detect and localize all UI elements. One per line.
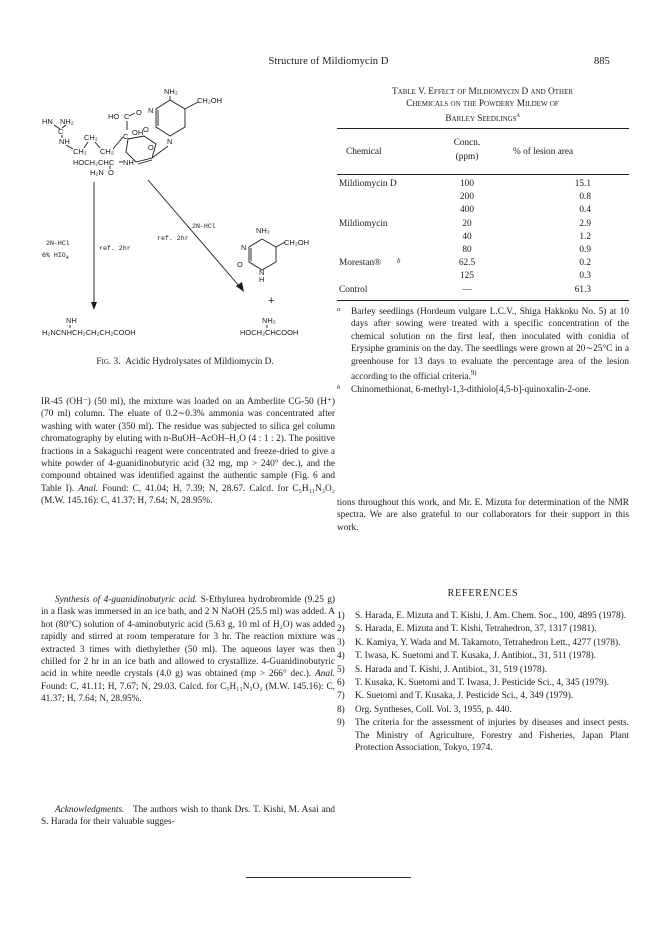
reference-text: S. Harada, E. Mizuta and T. Kishi, J. Am. Chem. Soc., 100, 4895 (1978).	[355, 611, 627, 621]
anal-label: Anal.	[315, 669, 335, 680]
synthesis-text: S-Ethylurea hydrobromide (9.25 g) in a flask was immersed in an ice bath, and 2 N NaOH (25.5 ml) was added. A hot (80°C) solution of 4-aminobutyric acid (5.63 g, 10 ml of H₂O) was added rapidly and stirred at room temperature for 3 hr. The reaction mixture was extracted 3 times with diethylether (50 ml). The aqueous layer was then chilled for 2 hr in an ice bath and allowed to crystallize. 4-Guanidinobutyric acid in white needle crystals (4.0 g) was obtained (mp > 266° dec.).	[41, 595, 336, 680]
note-b-text: Chinomethionat, 6-methyl-1,3-dithiolo[4,5-b]-quinoxalin-2-one.	[351, 385, 591, 396]
ring-n-label: N	[148, 106, 154, 115]
arrow-left-reagent-2: 6% $HIO_4$	[42, 252, 69, 261]
cell-chemical: Morestan®	[339, 258, 382, 269]
cell-lesion-area: 1.2	[579, 231, 591, 242]
running-title: Structure of Mildiomycin D	[268, 56, 389, 67]
table-note-a	[337, 306, 629, 383]
carboxyl-o-label: O	[136, 108, 142, 117]
column-header-lesion: % of lesion area	[513, 147, 574, 157]
arrow-left	[91, 182, 97, 310]
ack-text: The authors wish to thank Drs. T. Kishi, M. Asai and S. Harada for their valuable sugges-	[41, 805, 335, 828]
table-header-rule	[337, 174, 629, 175]
references-heading: REFERENCES	[447, 588, 519, 599]
reference-item	[337, 623, 629, 635]
note-a-mark: a	[337, 306, 341, 313]
synthesis-title: Synthesis of 4-guanidinobutyric acid.	[55, 595, 198, 605]
table-title-line-3	[335, 110, 630, 126]
reference-number: 7)	[337, 691, 345, 702]
reference-item	[337, 610, 629, 622]
table-row	[337, 285, 629, 296]
ring-o-label: O	[143, 125, 149, 134]
reference-text: K. Kamiya, Y. Wada and M. Takamoto, Tetrahedron Lett., 4277 (1978).	[355, 637, 621, 648]
h2n-label: H₂N	[90, 168, 104, 177]
reference-text: The criteria for the assessment of injuries by diseases and insect pests. The Ministry of Agriculture, Forestry and Fisheries, Japan Plant Protection Association, Tokyo, 1974.	[355, 718, 629, 754]
cell-chemical: Mildiomycin D	[339, 179, 397, 189]
hn-label: HN	[42, 117, 53, 126]
reference-number: 1)	[337, 611, 345, 621]
right-continuation: tions throughout this work, and Mr. E. Mizuta for determination of the NMR spectra. We are also grateful to our collaborators for their support in this work.	[337, 498, 629, 533]
reference-item	[337, 690, 629, 702]
ack-title: Acknowledgments.	[55, 805, 125, 815]
reference-number: 4)	[337, 651, 345, 662]
paragraph-text: IR-45 (OH⁻) (50 ml), the mixture was loaded on an Amberlite CG-50 (H⁺) (70 ml) column. The eluate of 0.2∼0.3% ammonia was concentrated after washing with water (350 ml). The residue was subjected to silica gel column chromatography by eluting with n-BuOH–AcOH–H₂O (4 : 1 : 2). The positive fractions in a Sakaguchi reagent were concentrated and freeze-dried to give a white powder of 4-guanidinobutyric acid (32 mg, mp > 240° dec.), and the compound obtained was identified against the authentic sample (Fig. 6 and Table I).	[41, 397, 335, 494]
cell-chemical: Mildiomycin	[339, 218, 388, 229]
table-row	[337, 271, 629, 282]
arrow-left-reagent-1: 2N-HCl	[46, 240, 70, 247]
reference-number: 8)	[337, 704, 345, 715]
product-right-formula: HOCH₂CHCOOH	[240, 328, 299, 337]
table-note-b	[337, 384, 629, 396]
table-body	[337, 179, 629, 297]
ring-c-label: C	[123, 132, 129, 141]
table-title-line-1: Table V. Effect of Mildiomycin D and Other	[391, 87, 574, 97]
cell-lesion-area: 2.9	[579, 218, 591, 229]
reference-text: S. Harada and T. Kishi, J. Antibiot., 31, 519 (1978).	[355, 664, 548, 675]
cell-concentration: 200	[460, 192, 474, 203]
arrow-right-reagent: 2N-HCl	[192, 223, 216, 230]
cell-lesion-area: 0.9	[579, 245, 591, 255]
ring-n2-label: N	[167, 137, 173, 146]
cell-lesion-area: 61.3	[574, 284, 591, 295]
table-row	[337, 232, 629, 243]
left-paragraph-acknowledgments	[41, 804, 335, 829]
product-nh2-label: NH₂	[256, 226, 270, 235]
left-paragraph-synthesis	[41, 594, 335, 706]
amide-nh-label: NH	[123, 158, 134, 167]
table-row	[337, 205, 629, 216]
table-top-rule	[337, 128, 629, 129]
guanidine-nh-label: NH	[59, 137, 70, 146]
guanidine-c-label: C	[58, 127, 64, 136]
reference-text: T. Iwasa, K. Suetomi and T. Kusaka, J. Antibiot., 31, 511 (1978).	[355, 651, 597, 662]
cell-concentration: 20	[462, 218, 472, 229]
product-cytosine-ring	[249, 239, 285, 270]
reference-item	[337, 677, 629, 689]
note-a-text: Barley seedlings (Hordeum vulgare L.C.V., Shiga Hakkoku No. 5) at 10 days after sowing were treated with a specific concentration of the chemical solution on the first leaf, then inoculated with conidia of Erysiphe graminis on the day. The seedlings were grown at 20∼25°C in a greenhouse for 13 days to evaluate the percentage area of the lesion according to the official criteria.	[351, 307, 629, 383]
morestan-note-mark: b	[397, 258, 401, 266]
anal-values: Found: C, 41.11; H, 7.67; N, 29.03. Calcd. for C₅H₁₁N₃O₂ (M.W. 145.16): C, 41.37; H, 7.64; N, 28.95%.	[41, 681, 335, 705]
arrow-left-condition: ref. 2hr	[99, 245, 131, 252]
cell-concentration: 62.5	[458, 258, 476, 269]
ch2-c-label: CH₂	[100, 147, 114, 156]
cell-concentration: 125	[460, 271, 474, 282]
reference-text: Org. Syntheses, Coll. Vol. 3, 1955, p. 440.	[355, 704, 512, 715]
table-title-note-mark: a	[516, 112, 520, 119]
cell-lesion-area: 0.8	[579, 192, 591, 203]
figure-caption-text: Acidic Hydrolysates of Mildiomycin D.	[125, 357, 274, 367]
cell-lesion-area: 15.1	[574, 179, 591, 189]
product-h-label: H	[259, 275, 265, 284]
figure-3	[40, 82, 330, 354]
product-ch2oh-label: CH₂OH	[284, 238, 309, 247]
cell-lesion-area: 0.2	[579, 258, 591, 269]
product-n2-label: N	[259, 268, 265, 277]
ch2-b-label: CH₂	[84, 133, 98, 142]
nh2-left-label: NH₂	[60, 117, 74, 126]
product-n-label: N	[241, 243, 247, 252]
table-bottom-rule	[337, 300, 629, 301]
left-paragraph-1	[41, 396, 335, 508]
cell-concentration: 100	[460, 179, 474, 189]
references-list	[337, 610, 629, 755]
reference-text: K. Suetomi and T. Kusaka, J. Pesticide Sci., 4, 349 (1979).	[355, 691, 574, 702]
oh-label: OH	[132, 128, 144, 137]
carboxyl-c-label: C	[124, 112, 130, 121]
cytosine-ring	[156, 100, 198, 136]
cell-concentration: 80	[462, 245, 472, 255]
reference-number: 5)	[337, 664, 345, 675]
cell-concentration: 400	[460, 205, 474, 216]
ch2-a-label: CH₂	[73, 147, 87, 156]
reference-number: 2)	[337, 624, 345, 635]
ring-oxygen-label: O	[148, 143, 154, 152]
reference-item	[337, 650, 629, 662]
arrow-right-condition: ref. 2hr	[157, 235, 189, 242]
table-row	[337, 192, 629, 203]
footer-rule	[246, 877, 411, 878]
table-title-line-2: Chemicals on the Powdery Mildew of	[406, 98, 559, 109]
cell-concentration: —	[462, 284, 472, 295]
figure-caption-label: Fig. 3.	[96, 357, 121, 367]
product-left-nh-label: NH	[66, 316, 77, 325]
figure-caption	[40, 357, 330, 367]
ho-label: HO	[108, 112, 120, 121]
product-right-nh2-label: NH₂	[262, 316, 276, 325]
cell-lesion-area: 0.3	[579, 271, 591, 282]
hoch2chc-label: HOCH₂CHC	[73, 158, 115, 167]
reaction-scheme	[40, 82, 330, 354]
reference-number: 3)	[337, 637, 345, 648]
table-row	[337, 219, 629, 230]
ch2oh-top-label: CH₂OH	[197, 96, 222, 105]
column-header-concn: Concn.	[453, 138, 481, 148]
reference-number: 9)	[337, 718, 345, 729]
table-row	[337, 245, 629, 256]
table-title-line-3-text: Barley Seedlings	[445, 114, 517, 124]
plus-sign: +	[268, 295, 275, 307]
cell-chemical: Control	[339, 284, 368, 295]
product-left-formula: H₂NCNHCH₂CH₂CH₂COOH	[42, 328, 136, 337]
note-b-mark: b	[337, 384, 341, 392]
reference-number: 6)	[337, 678, 345, 689]
reference-item	[337, 717, 629, 754]
anal-values: Found: C, 41.04; H, 7.39; N, 28.67. Calcd. for C₅H₁₁N₃O₂ (M.W. 145.16): C, 41.37; H, 7.64; N, 28.95%.	[41, 483, 335, 507]
column-header-chemical: Chemical	[346, 147, 382, 157]
nh2-top-label: NH₂	[164, 87, 178, 96]
reference-item	[337, 704, 629, 716]
cell-lesion-area: 0.4	[579, 205, 591, 216]
column-header-ppm: (ppm)	[455, 152, 479, 162]
note-a-ref: 9)	[470, 370, 477, 378]
reference-item	[337, 664, 629, 676]
table-row	[337, 258, 629, 269]
page-number: 885	[594, 56, 610, 67]
product-o-label: O	[237, 260, 243, 269]
reference-item	[337, 637, 629, 649]
table-header	[337, 136, 629, 170]
amide-o-label: O	[108, 168, 114, 177]
reference-text: S. Harada, E. Mizuta and T. Kishi, Tetrahedron, 37, 1317 (1981).	[355, 624, 597, 635]
anal-label: Anal.	[78, 483, 99, 494]
table-notes	[337, 306, 629, 397]
table-row	[337, 179, 629, 190]
cell-concentration: 40	[462, 231, 472, 242]
table-title	[335, 87, 630, 126]
reference-text: T. Kusaka, K. Suetomi and T. Iwasa, J. Pesticide Sci., 4, 345 (1979).	[355, 678, 610, 689]
